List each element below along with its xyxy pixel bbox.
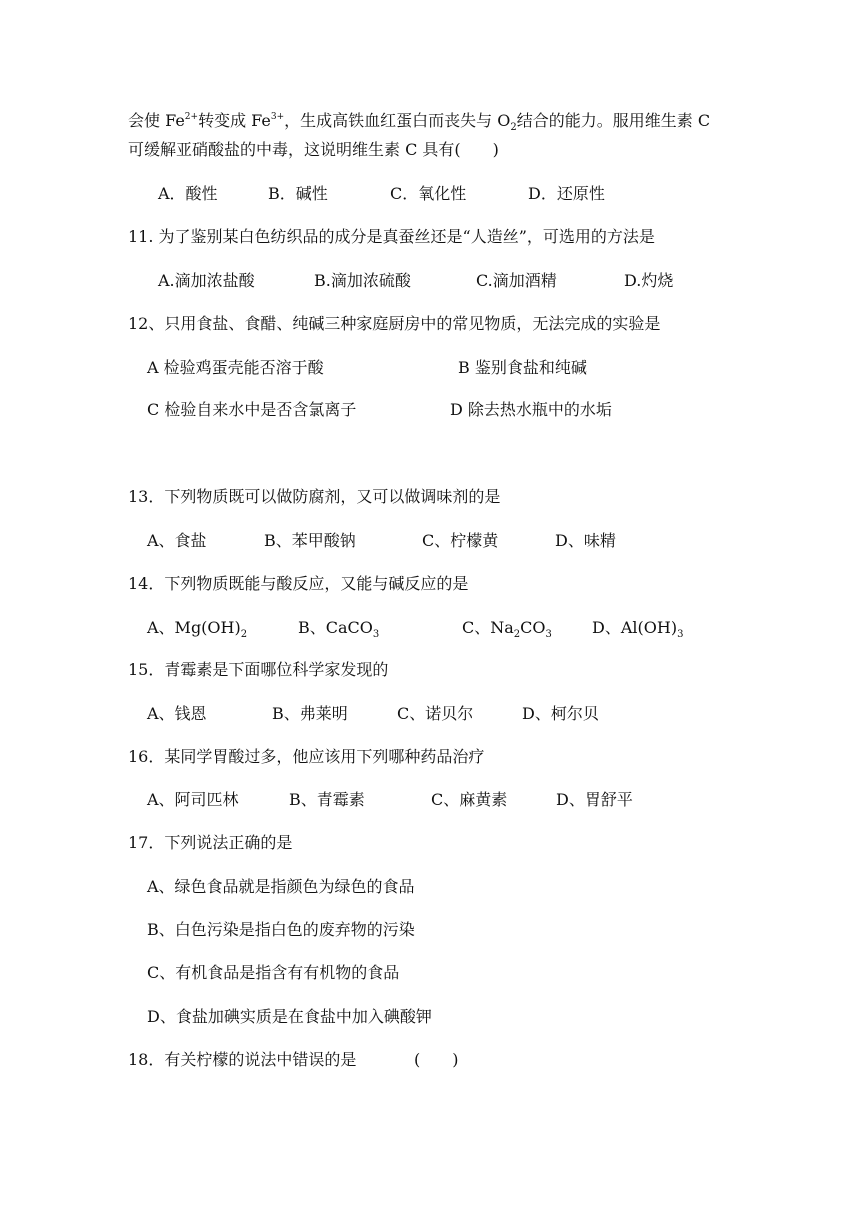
q10-line-1	[128, 111, 710, 131]
fe3-charge: 3+	[270, 112, 285, 122]
q14-option-d	[592, 618, 683, 638]
q14-option-c-subscript-2: 3	[545, 629, 552, 640]
q15-option-b: B、弗莱明	[272, 704, 348, 723]
q14-option-c-text-1: C、Na	[462, 618, 514, 637]
q10-text-d: 结合的能力。服用维生素 C	[516, 111, 711, 130]
q15-question: 15．青霉素是下面哪位科学家发现的	[128, 660, 389, 679]
q10-text-a: 会使 Fe	[128, 111, 185, 130]
q16-option-c: C、麻黄素	[431, 790, 508, 809]
q15-option-c: C、诺贝尔	[397, 704, 474, 723]
q14-option-b-text: B、CaCO	[298, 618, 373, 637]
q12-option-b: B 鉴别食盐和纯碱	[458, 358, 587, 377]
q10-line-2: 可缓解亚硝酸盐的中毒，这说明维生素 C 具有( )	[128, 140, 499, 159]
q17-option-d: D、食盐加碘实质是在食盐中加入碘酸钾	[147, 1007, 432, 1026]
o2-subscript: 2	[510, 122, 517, 133]
q14-option-c	[462, 618, 552, 638]
q10-option-a: A．酸性	[158, 184, 218, 203]
q14-option-d-subscript: 3	[677, 629, 684, 640]
q12-option-c: C 检验自来水中是否含氯离子	[147, 400, 357, 419]
q16-option-b: B、青霉素	[289, 790, 365, 809]
q17-option-c: C、有机食品是指含有有机物的食品	[147, 963, 400, 982]
q15-option-d: D、柯尔贝	[522, 704, 599, 723]
q11-option-c: C.滴加酒精	[476, 271, 557, 290]
q12-question: 12、只用食盐、食醋、纯碱三种家庭厨房中的常见物质，无法完成的实验是	[128, 314, 661, 333]
q14-option-c-text-2: CO	[520, 618, 546, 637]
q16-question: 16．某同学胃酸过多，他应该用下列哪种药品治疗	[128, 747, 485, 766]
q11-option-d: D.灼烧	[624, 271, 674, 290]
q14-option-d-text: D、Al(OH)	[592, 618, 678, 637]
q14-option-a	[147, 618, 247, 638]
fe2-charge: 2+	[184, 112, 199, 122]
q10-text-c: ，生成高铁血红蛋白而丧失与 O	[284, 111, 511, 130]
q10-option-b: B．碱性	[268, 184, 328, 203]
q18-answer-paren: ( )	[414, 1050, 459, 1069]
q14-question: 14．下列物质既能与酸反应，又能与碱反应的是	[128, 574, 469, 593]
q10-option-c: C．氧化性	[390, 184, 467, 203]
q14-option-b-subscript: 3	[372, 629, 380, 640]
q17-question: 17．下列说法正确的是	[128, 833, 293, 852]
q13-question: 13．下列物质既可以做防腐剂，又可以做调味剂的是	[128, 487, 501, 506]
q14-option-b	[298, 618, 379, 638]
q14-option-a-subscript: 2	[240, 629, 248, 640]
q13-option-b: B、苯甲酸钠	[264, 531, 356, 550]
q17-option-a: A、绿色食品就是指颜色为绿色的食品	[147, 877, 415, 896]
q15-option-a: A、钱恩	[147, 704, 207, 723]
q11-question: 11. 为了鉴别某白色纺织品的成分是真蚕丝还是“人造丝”，可选用的方法是	[128, 227, 655, 246]
q11-option-a: A.滴加浓盐酸	[158, 271, 255, 290]
q13-option-a: A、食盐	[147, 531, 207, 550]
q10-text-b: 转变成 Fe	[198, 111, 271, 130]
q12-option-d: D 除去热水瓶中的水垢	[450, 400, 612, 419]
q11-option-b: B.滴加浓硫酸	[314, 271, 411, 290]
q10-option-d: D．还原性	[528, 184, 605, 203]
q16-option-d: D、胃舒平	[556, 790, 633, 809]
q17-option-b: B、白色污染是指白色的废弃物的污染	[147, 920, 415, 939]
q16-option-a: A、阿司匹林	[147, 790, 239, 809]
q12-option-a: A 检验鸡蛋壳能否溶于酸	[147, 358, 324, 377]
q18-question: 18．有关柠檬的说法中错误的是	[128, 1050, 357, 1069]
q13-option-c: C、柠檬黄	[422, 531, 499, 550]
q13-option-d: D、味精	[555, 531, 616, 550]
q14-option-a-text: A、Mg(OH)	[147, 618, 241, 637]
q14-option-c-subscript-1: 2	[513, 629, 521, 640]
